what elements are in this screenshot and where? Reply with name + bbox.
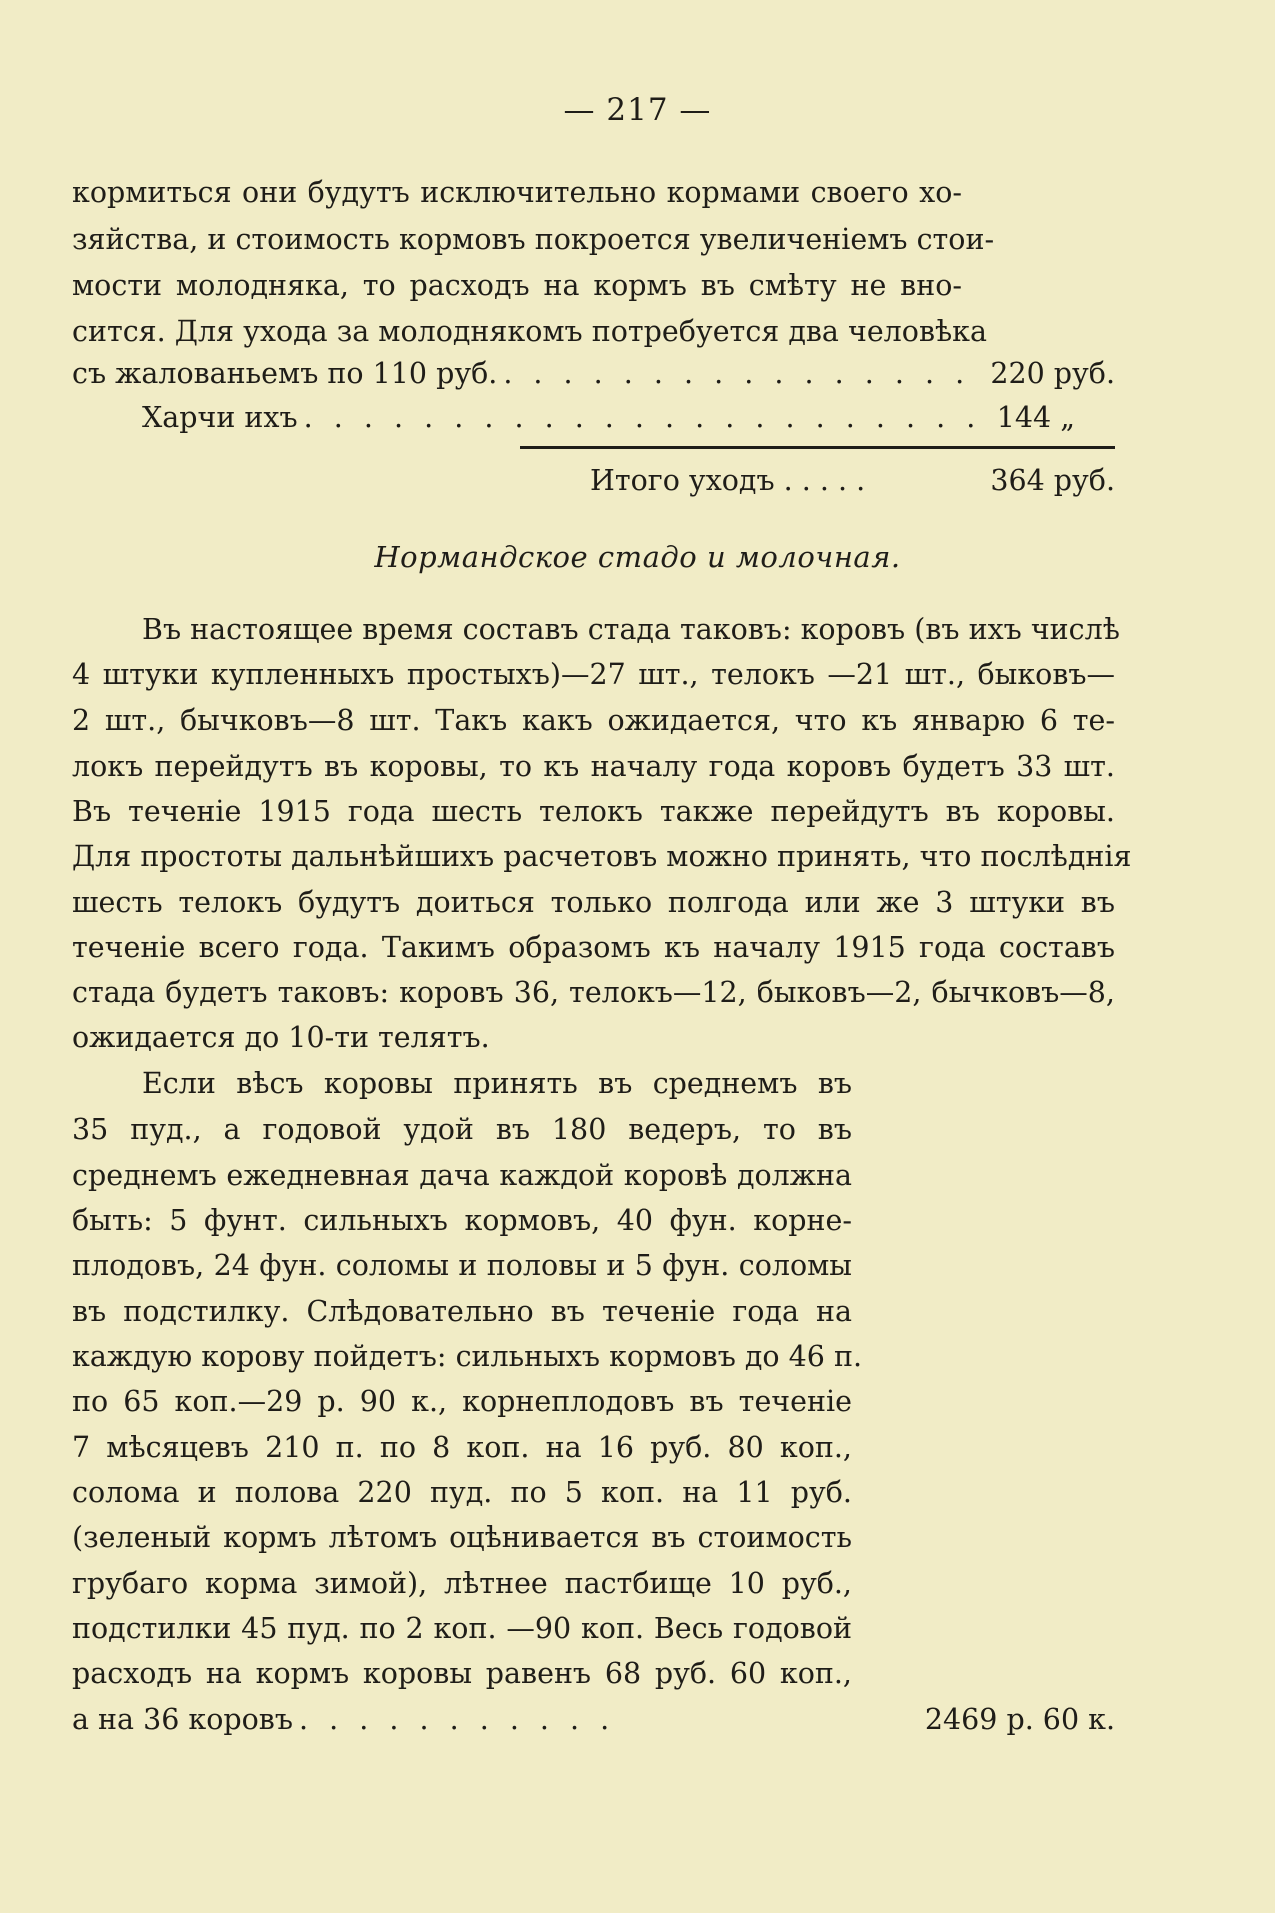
text-line: шесть телокъ будутъ доиться только полгода или же 3 штуки въ: [72, 886, 1115, 919]
text-line: сится. Для ухода за молоднякомъ потребуется два человѣка: [72, 315, 987, 348]
text-line: зяйства, и стоимость кормовъ покроется увеличеніемъ стои-: [72, 223, 995, 256]
text-line: Въ настоящее время составъ стада таковъ: коровъ (въ ихъ числѣ: [142, 613, 1120, 646]
text-line: 7 мѣсяцевъ 210 п. по 8 коп. на 16 руб. 80 коп.,: [72, 1431, 852, 1464]
text-line: каждую корову пойдетъ: сильныхъ кормовъ до 46 п.: [72, 1340, 863, 1373]
ledger-row-cows-total: [72, 1702, 1115, 1738]
text-line: въ подстилку. Слѣдовательно въ теченіе года на: [72, 1295, 852, 1328]
ledger-label: Итого уходъ . . . . .: [590, 464, 866, 497]
text-line: (зеленый кормъ лѣтомъ оцѣнивается въ стоимость: [72, 1521, 852, 1554]
ledger-row-food: [142, 400, 1075, 436]
text-line: мости молодняка, то расходъ на кормъ въ смѣту не вно-: [72, 269, 962, 302]
text-line: локъ перейдутъ въ коровы, то къ началу года коровъ будетъ 33 шт.: [72, 750, 1115, 783]
total-rule: [520, 446, 1115, 449]
text-line: по 65 коп.—29 р. 90 к., корнеплодовъ въ теченіе: [72, 1385, 852, 1418]
ledger-label: съ жалованьемъ по 110 руб.: [72, 357, 498, 390]
text-line: ожидается до 10-ти телятъ.: [72, 1021, 490, 1054]
page-number: — 217 —: [563, 92, 712, 128]
ledger-amount: 364 руб.: [990, 464, 1115, 497]
section-heading: Нормандское стадо и молочная.: [374, 540, 901, 574]
ledger-amount: 220 руб.: [990, 357, 1115, 390]
ledger-label: а на 36 коровъ: [72, 1703, 293, 1736]
text-line: расходъ на кормъ коровы равенъ 68 руб. 60 коп.,: [72, 1657, 852, 1690]
text-line: среднемъ ежедневная дача каждой коровѣ должна: [72, 1159, 852, 1192]
ledger-row-salary: [72, 356, 1115, 392]
text-line: плодовъ, 24 фун. соломы и половы и 5 фун. соломы: [72, 1249, 852, 1282]
ledger-amount: 2469 р. 60 к.: [924, 1703, 1116, 1736]
text-line: Въ теченіе 1915 года шесть телокъ также перейдутъ въ коровы.: [72, 795, 1115, 828]
text-line: быть: 5 фунт. сильныхъ кормовъ, 40 фун. корне-: [72, 1204, 852, 1237]
text-line: 35 пуд., а годовой удой въ 180 ведеръ, то въ: [72, 1113, 852, 1146]
ledger-row-total: [590, 463, 1115, 499]
text-line: 4 штуки купленныхъ простыхъ)—27 шт., телокъ —21 шт., быковъ—: [72, 658, 1115, 691]
text-line: Если вѣсъ коровы принять въ среднемъ въ: [142, 1067, 852, 1100]
text-line: Для простоты дальнѣйшихъ расчетовъ можно принять, что послѣднія: [72, 840, 1132, 873]
text-line: теченіе всего года. Такимъ образомъ къ началу 1915 года составъ: [72, 931, 1115, 964]
text-line: подстилки 45 пуд. по 2 коп. —90 коп. Весь годовой: [72, 1612, 852, 1645]
text-line: солома и полова 220 пуд. по 5 коп. на 11 руб.: [72, 1476, 852, 1509]
text-line: 2 шт., бычковъ—8 шт. Такъ какъ ожидается, что къ январю 6 те-: [72, 704, 1115, 737]
text-line: грубаго корма зимой), лѣтнее пастбище 10 руб.,: [72, 1567, 852, 1600]
ledger-amount: 144 „: [996, 401, 1075, 434]
leader-dots: [299, 1702, 609, 1738]
leader-dots: [304, 400, 991, 436]
text-line: стада будетъ таковъ: коровъ 36, телокъ—12, быковъ—2, бычковъ—8,: [72, 976, 1115, 1009]
text-line: кормиться они будутъ исключительно кормами своего хо-: [72, 176, 962, 209]
leader-dots: [503, 356, 984, 392]
ledger-label: Харчи ихъ: [142, 401, 298, 434]
